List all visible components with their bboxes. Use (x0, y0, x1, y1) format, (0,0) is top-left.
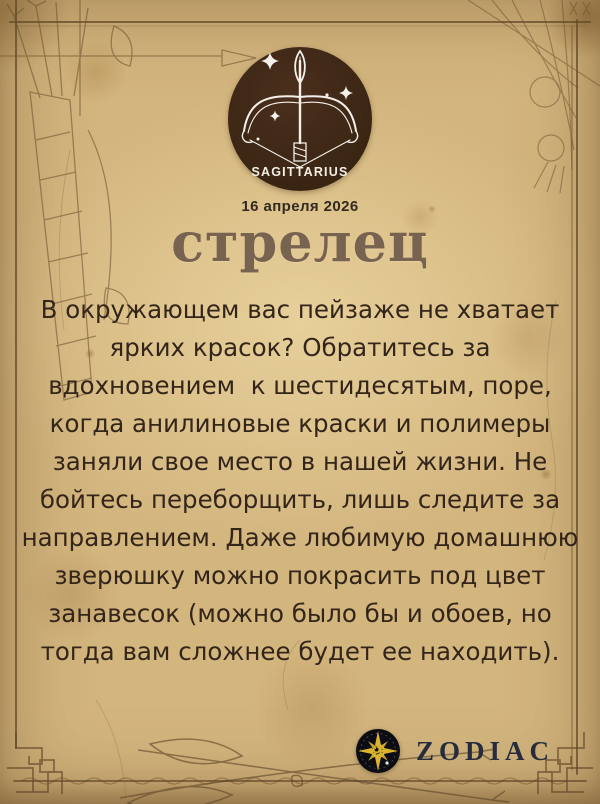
horoscope-line: заняли свое место в нашей жизни. Не (52, 447, 548, 476)
horoscope-line: зверюшку можно покрасить под цвет (54, 561, 546, 590)
sign-title: стрелец (171, 210, 429, 274)
sign-badge (228, 47, 372, 191)
horoscope-text (20, 291, 580, 671)
sun-compass-icon (355, 728, 401, 774)
horoscope-line: вдохновением к шестидесятым, поре, (48, 371, 552, 400)
horoscope-line: В окружающем вас пейзаже не хватает (40, 295, 560, 324)
horoscope-line: тогда вам сложнее будет ее находить). (40, 637, 560, 666)
horoscope-line: когда анилиновые краски и полимеры (49, 409, 551, 438)
horoscope-line: направлением. Даже любимую домашнюю (21, 523, 579, 552)
sign-name: SAGITTARIUS (251, 165, 349, 179)
brand-name: ZODIAC (415, 735, 554, 766)
horoscope-line: бойтесь переборщить, лишь следите за (39, 485, 561, 514)
brand-logo (355, 728, 554, 774)
horoscope-date: 16 апреля 2026 (241, 198, 359, 215)
horoscope-line: занавесок (можно было бы и обоев, но (48, 599, 552, 628)
horoscope-line: ярких красок? Обратитесь за (109, 333, 491, 362)
